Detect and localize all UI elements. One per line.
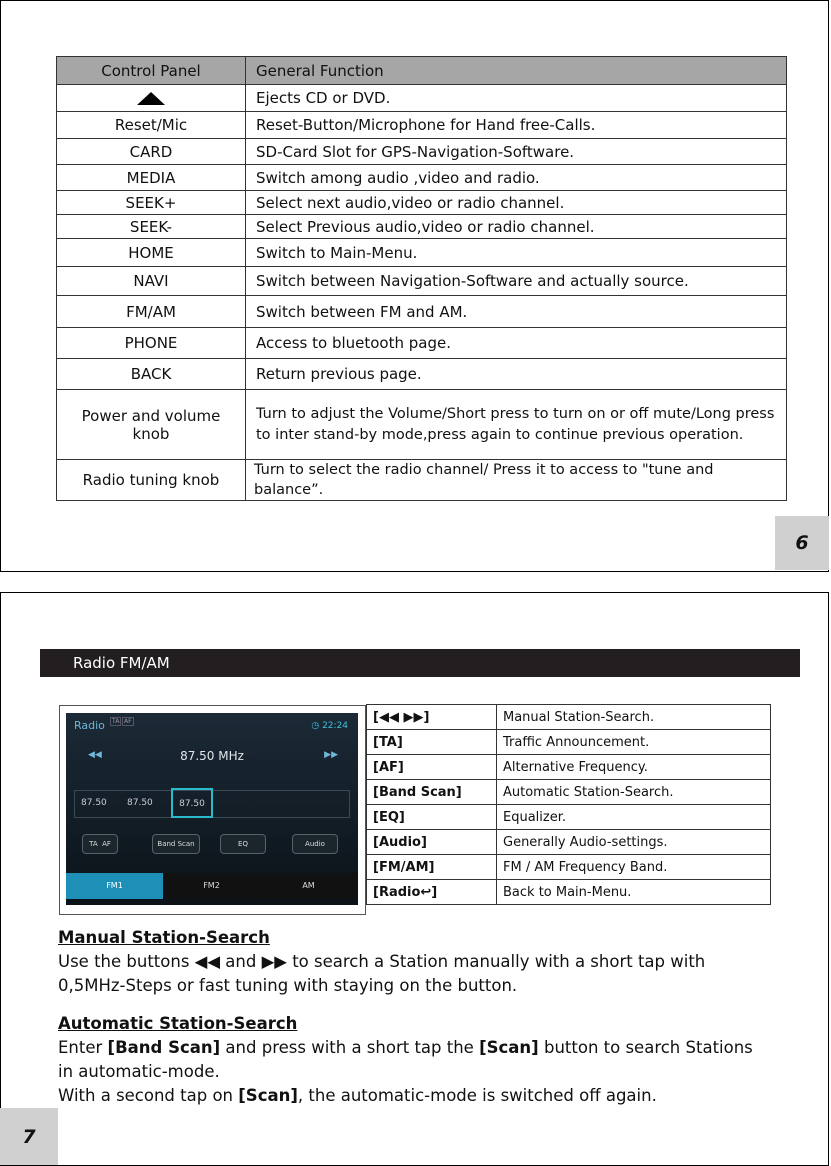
function-cell: SD-Card Slot for GPS-Navigation-Software. [246, 139, 787, 165]
clock [311, 721, 348, 731]
table-row [367, 830, 771, 855]
button-desc: Traffic Announcement. [497, 730, 771, 755]
table-row [367, 855, 771, 880]
automatic-search-heading: Automatic Station-Search [58, 1014, 298, 1033]
table-row [367, 755, 771, 780]
button-key: [Audio] [367, 830, 497, 855]
table-row [57, 328, 787, 359]
tab-fm1[interactable]: FM1 [66, 873, 163, 899]
control-cell: BACK [57, 359, 246, 390]
table-row [367, 730, 771, 755]
page-number: 7 [0, 1108, 58, 1165]
control-cell: NAVI [57, 267, 246, 296]
preset-list [74, 790, 350, 818]
automatic-search-line-1 [58, 1036, 753, 1060]
manual-search-heading: Manual Station-Search [58, 928, 270, 947]
table-row [367, 880, 771, 905]
table-row [367, 705, 771, 730]
ta-label: TA [89, 840, 98, 848]
table-row [57, 460, 787, 501]
eject-icon [137, 92, 165, 105]
button-desc: Manual Station-Search. [497, 705, 771, 730]
control-cell: Reset/Mic [57, 112, 246, 139]
button-key: [Radio↩] [367, 880, 497, 905]
tab-am[interactable]: AM [302, 881, 315, 890]
function-cell: Select next audio,video or radio channel. [246, 191, 787, 215]
table-row [57, 139, 787, 165]
text-fragment: button to search Stations [538, 1038, 753, 1057]
button-key: [FM/AM] [367, 855, 497, 880]
button-desc: Back to Main-Menu. [497, 880, 771, 905]
function-cell: Turn to select the radio channel/ Press it to access to "tune and balance”. [246, 460, 787, 501]
automatic-search-section [58, 1012, 753, 1108]
control-panel-table [56, 56, 787, 501]
button-desc: FM / AM Frequency Band. [497, 855, 771, 880]
table-row [57, 215, 787, 239]
automatic-search-line-3 [58, 1084, 753, 1108]
button-desc: Alternative Frequency. [497, 755, 771, 780]
function-cell: Return previous page. [246, 359, 787, 390]
function-cell: Switch between Navigation-Software and actually source. [246, 267, 787, 296]
radio-screen [66, 713, 358, 905]
table-row [367, 805, 771, 830]
audio-button[interactable]: Audio [292, 834, 338, 854]
tab-fm2[interactable]: FM2 [203, 881, 220, 890]
button-key: [EQ] [367, 805, 497, 830]
ta-indicator: TA [112, 718, 120, 725]
automatic-search-line-2: in automatic-mode. [58, 1062, 220, 1081]
manual-search-section [58, 926, 705, 998]
clock-icon: ◷ [311, 721, 323, 731]
control-cell: PHONE [57, 328, 246, 359]
function-cell: Reset-Button/Microphone for Hand free-Calls. [246, 112, 787, 139]
button-desc: Equalizer. [497, 805, 771, 830]
preset-item[interactable]: 87.50 [81, 798, 107, 808]
table-row [57, 359, 787, 390]
function-cell: Ejects CD or DVD. [246, 85, 787, 112]
radio-button-table [366, 704, 771, 905]
table-row [57, 239, 787, 267]
af-label: AF [102, 840, 111, 848]
text-fragment: , the automatic-mode is switched off again. [297, 1086, 657, 1105]
text-fragment: and press with a short tap the [220, 1038, 480, 1057]
af-indicator: AF [124, 718, 132, 725]
control-cell: MEDIA [57, 165, 246, 191]
seek-forward-icon[interactable]: ▶▶ [324, 750, 338, 760]
table-header-row [57, 57, 787, 85]
manual-search-text-2: 0,5MHz-Steps or fast tuning with staying on the button. [58, 976, 518, 995]
control-cell [57, 85, 246, 112]
header-control-panel: Control Panel [57, 57, 246, 85]
frequency-display: 87.50 MHz [180, 749, 244, 763]
button-desc: Automatic Station-Search. [497, 780, 771, 805]
table-row [57, 267, 787, 296]
band-scan-ref: [Band Scan] [107, 1038, 221, 1057]
section-title-bar: Radio FM/AM [40, 649, 800, 677]
ta-af-button[interactable] [82, 834, 118, 854]
radio-title: Radio [74, 719, 105, 732]
seek-back-icon[interactable]: ◀◀ [88, 750, 102, 760]
preset-item-selected[interactable]: 87.50 [171, 788, 213, 818]
table-row [57, 296, 787, 328]
button-desc: Generally Audio-settings. [497, 830, 771, 855]
control-cell: HOME [57, 239, 246, 267]
manual-search-text-1: Use the buttons ◀◀ and ▶▶ to search a Station manually with a short tap with [58, 952, 706, 971]
frequency-bar [66, 743, 358, 771]
page-number: 6 [775, 516, 829, 570]
text-fragment: With a second tap on [58, 1086, 239, 1105]
function-cell: Access to bluetooth page. [246, 328, 787, 359]
function-cell: Switch among audio ,video and radio. [246, 165, 787, 191]
table-row [57, 390, 787, 460]
button-key: [AF] [367, 755, 497, 780]
control-cell: CARD [57, 139, 246, 165]
scan-ref: [Scan] [479, 1038, 539, 1057]
button-key: [TA] [367, 730, 497, 755]
eq-button[interactable]: EQ [220, 834, 266, 854]
table-row [57, 191, 787, 215]
table-row [57, 112, 787, 139]
table-row [57, 85, 787, 112]
function-cell: Select Previous audio,video or radio channel. [246, 215, 787, 239]
function-cell: Turn to adjust the Volume/Short press to turn on or off mute/Long press to inter stand-by mode,press again to continue previous operation. [246, 390, 787, 460]
button-key: [◀◀ ▶▶] [367, 705, 497, 730]
control-cell: SEEK- [57, 215, 246, 239]
header-general-function: General Function [246, 57, 787, 85]
table-row [57, 165, 787, 191]
table-row [367, 780, 771, 805]
band-scan-button[interactable]: Band Scan [152, 834, 200, 854]
control-cell: Radio tuning knob [57, 460, 246, 501]
band-tabs [66, 873, 358, 899]
function-cell: Switch between FM and AM. [246, 296, 787, 328]
clock-time: 22:24 [322, 721, 348, 731]
preset-item[interactable]: 87.50 [127, 798, 153, 808]
radio-screenshot-frame [59, 705, 366, 915]
control-cell: FM/AM [57, 296, 246, 328]
control-cell: Power and volume knob [57, 390, 246, 460]
button-key: [Band Scan] [367, 780, 497, 805]
scan-ref: [Scan] [238, 1086, 298, 1105]
text-fragment: Enter [58, 1038, 108, 1057]
control-cell: SEEK+ [57, 191, 246, 215]
function-cell: Switch to Main-Menu. [246, 239, 787, 267]
